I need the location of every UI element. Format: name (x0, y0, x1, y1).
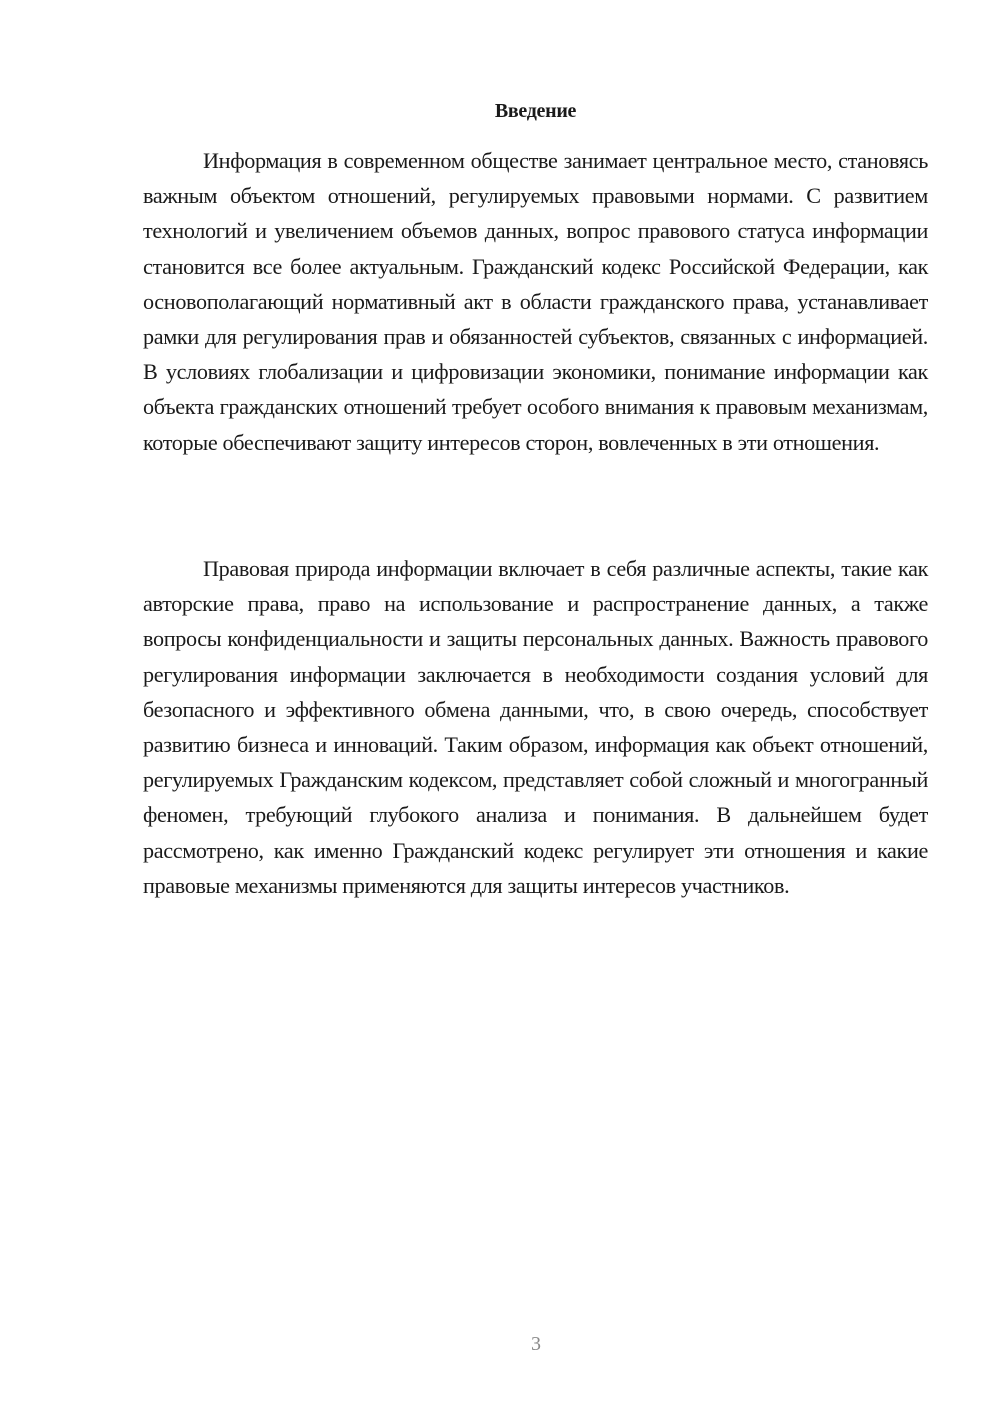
section-title: Введение (494, 100, 577, 122)
paragraph-2-container (143, 551, 928, 903)
paragraph-1-container (143, 143, 928, 460)
paragraph-1: Информация в современном обществе занимает центральное место, становясь важным объектом отношений, регулируемых правовыми нормами. С развитием технологий и увеличением объемов данных, вопрос правового статуса информации становится все более актуальным. Гражданский кодекс Российской Федерации, как основополагающий нормативный акт в области гражданского права, устанавливает рамки для регулирования прав и обязанностей субъектов, связанных с информацией. В условиях глобализации и цифровизации экономики, понимание информации как объекта гражданских отношений требует особого внимания к правовым механизмам, которые обеспечивают защиту интересов сторон, вовлеченных в эти отношения. (143, 148, 928, 455)
paragraph-2: Правовая природа информации включает в себя различные аспекты, такие как авторские права, право на использование и распространение данных, а также вопросы конфиденциальности и защиты персональных данных. Важность правового регулирования информации заключается в необходимости создания условий для безопасного и эффективного обмена данными, что, в свою очередь, способствует развитию бизнеса и инноваций. Таким образом, информация как объект отношений, регулируемых Гражданским кодексом, представляет собой сложный и многогранный феномен, требующий глубокого анализа и понимания. В дальнейшем будет рассмотрено, как именно Гражданский кодекс регулирует эти отношения и какие правовые механизмы применяются для защиты интересов участников. (143, 556, 928, 898)
page-number: 3 (531, 1333, 541, 1355)
